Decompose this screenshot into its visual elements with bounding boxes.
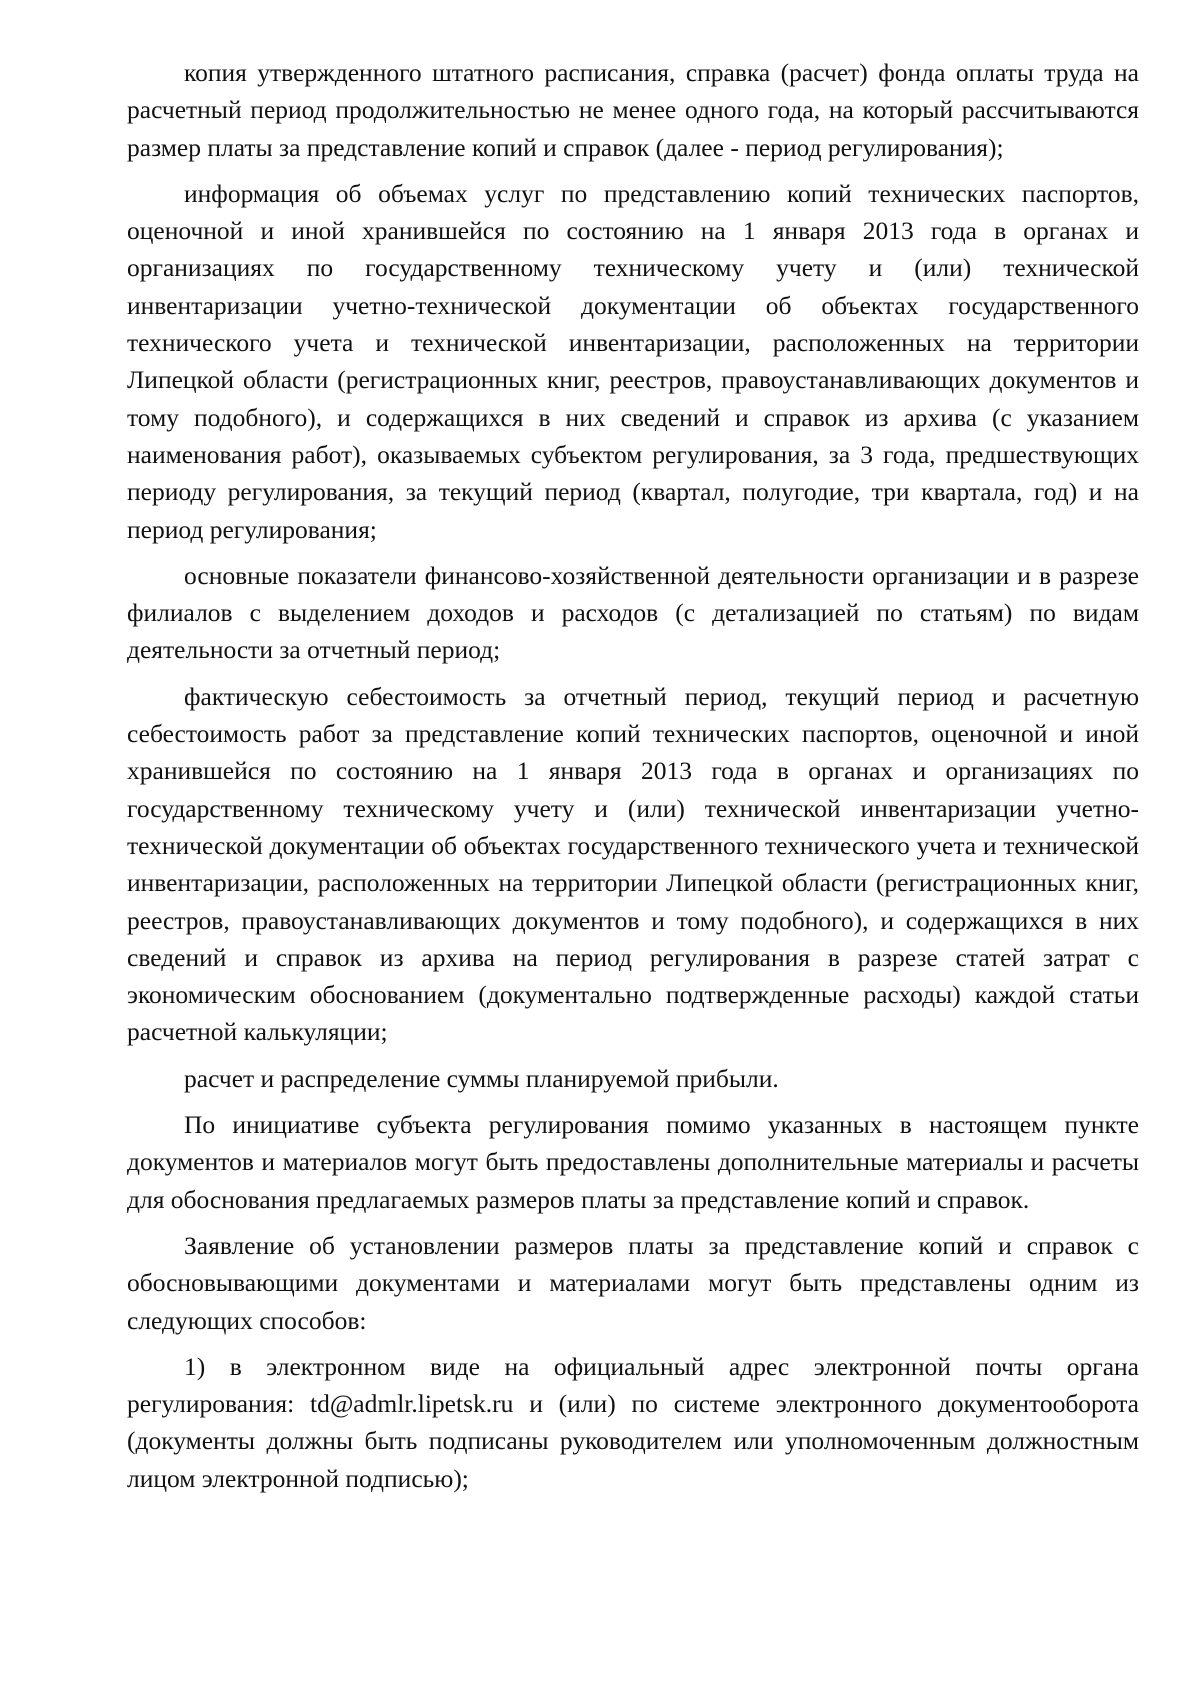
paragraph-financial-indicators: основные показатели финансово-хозяйственной деятельности организации и в разрезе филиалов с выделением доходов и расходов (с детализацией по статьям) по видам деятельности за отчетный период; <box>127 560 1139 665</box>
paragraph-actual-cost: фактическую себестоимость за отчетный период, текущий период и расчетную себестоимость работ за представление копий технических паспортов, оценочной и иной хранившейся по состоянию на 1 января 2013 года в органах и организациях по государственному техническому учету и (или) технической инвентаризации учетно-технической документации об объектах государственного технического учета и технической инвентаризации, расположенных на территории Липецкой области (регистрационных книг, реестров, правоустанавливающих документов и тому подобного), и содержащихся в них сведений и справок из архива на период регулирования в разрезе статей затрат с экономическим обоснованием (документально подтвержденные расходы) каждой статьи расчетной калькуляции; <box>127 681 1139 1047</box>
paragraph-services-volume: информация об объемах услуг по представлению копий технических паспортов, оценочной и иной хранившейся по состоянию на 1 января 2013 года в органах и организациях по государственному техническому учету и (или) технической инвентаризации учетно-технической документации об объектах государственного технического учета и технической инвентаризации, расположенных на территории Липецкой области (регистрационных книг, реестров, правоустанавливающих документов и тому подобного), и содержащихся в них сведений и справок из архива (с указанием наименования работ), оказываемых субъектом регулирования, за 3 года, предшествующих периоду регулирования, за текущий период (квартал, полугодие, три квартала, год) и на период регулирования; <box>127 178 1139 544</box>
paragraph-additional-materials: По инициативе субъекта регулирования помимо указанных в настоящем пункте документов и материалов могут быть предоставлены дополнительные материалы и расчеты для обоснования предлагаемых размеров платы за представление копий и справок. <box>127 1110 1139 1214</box>
paragraph-submission-methods: Заявление об установлении размеров платы за представление копий и справок с обосновывающими документами и материалами могут быть представлены одним из следующих способов: <box>127 1230 1139 1335</box>
paragraph-staffing-schedule: копия утвержденного штатного расписания, справка (расчет) фонда оплаты труда на расчетный период продолжительностью не менее одного года, на который рассчитываются размер платы за представление копий и справок (далее - период регулирования); <box>127 58 1139 162</box>
paragraph-electronic-submission: 1) в электронном виде на официальный адрес электронной почты органа регулирования: td@admlr.lipetsk.ru и (или) по системе электронного документооборота (документы должны быть подписаны руководителем или уполномоченным должностным лицом электронной подписью); <box>127 1351 1139 1493</box>
document-page <box>127 54 1139 1506</box>
paragraph-profit-calculation: расчет и распределение суммы планируемой прибыли. <box>184 1063 779 1093</box>
